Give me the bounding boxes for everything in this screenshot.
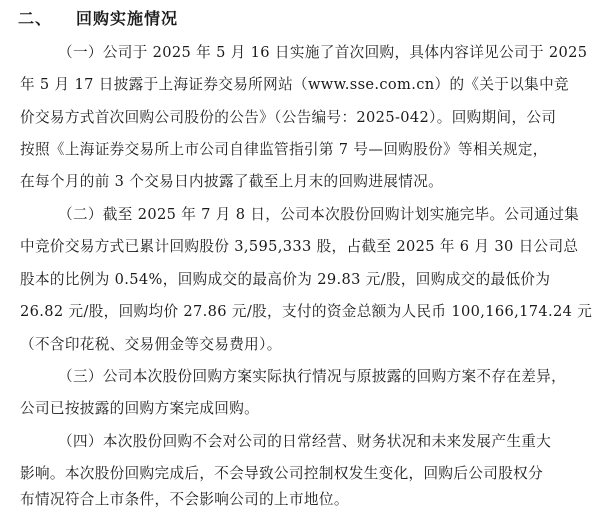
paragraph-2-line-3: 股本的比例为 0.54%，回购成交的最高价为 29.83 元/股，回购成交的最低价为 bbox=[20, 271, 551, 288]
paragraph-3-line-2: 公司已按披露的回购方案完成回购。 bbox=[20, 400, 260, 417]
paragraph-2-line-2: 中竞价交易方式已累计回购股份 3,595,333 股，占截至 2025 年 6 月 30 日公司总 bbox=[20, 238, 579, 255]
paragraph-2-line-5: （不含印花税、交易佣金等交易费用）。 bbox=[20, 336, 282, 353]
paragraph-4-line-2: 影响。本次股份回购完成后，不会导致公司控制权发生变化，回购后公司股权分 bbox=[20, 465, 544, 482]
section-heading bbox=[18, 6, 178, 29]
paragraph-3-line-1: （三）公司本次股份回购方案实际执行情况与原披露的回购方案不存在差异， bbox=[58, 368, 567, 385]
paragraph-1-line-2: 年 5 月 17 日披露于上海证券交易所网站（www.sse.com.cn）的《关于以集中竞 bbox=[20, 76, 570, 93]
section-number: 二、 bbox=[18, 9, 53, 28]
paragraph-2-line-4: 26.82 元/股，回购均价 27.86 元/股，支付的资金总额为人民币 100,166,174.24 元 bbox=[20, 303, 593, 320]
paragraph-2-line-1: （二）截至 2025 年 7 月 8 日，公司本次股份回购计划实施完毕。公司通过集 bbox=[58, 206, 580, 223]
paragraph-1-line-3: 价交易方式首次回购公司股份的公告》（公告编号：2025-042）。回购期间，公司 bbox=[20, 109, 557, 126]
paragraph-1-line-4: 按照《上海证券交易所上市公司自律监管指引第 7 号—回购股份》等相关规定， bbox=[20, 141, 548, 158]
paragraph-4-line-3: 布情况符合上市条件，不会影响公司的上市地位。 bbox=[20, 491, 349, 508]
section-title: 回购实施情况 bbox=[76, 9, 179, 28]
paragraph-1-line-1: （一）公司于 2025 年 5 月 16 日实施了首次回购，具体内容详见公司于 2025 bbox=[58, 44, 588, 61]
paragraph-1-line-5: 在每个月的前 3 个交易日内披露了截至上月末的回购进展情况。 bbox=[20, 173, 444, 190]
paragraph-4-line-1: （四）本次股份回购不会对公司的日常经营、财务状况和未来发展产生重大 bbox=[58, 433, 552, 450]
